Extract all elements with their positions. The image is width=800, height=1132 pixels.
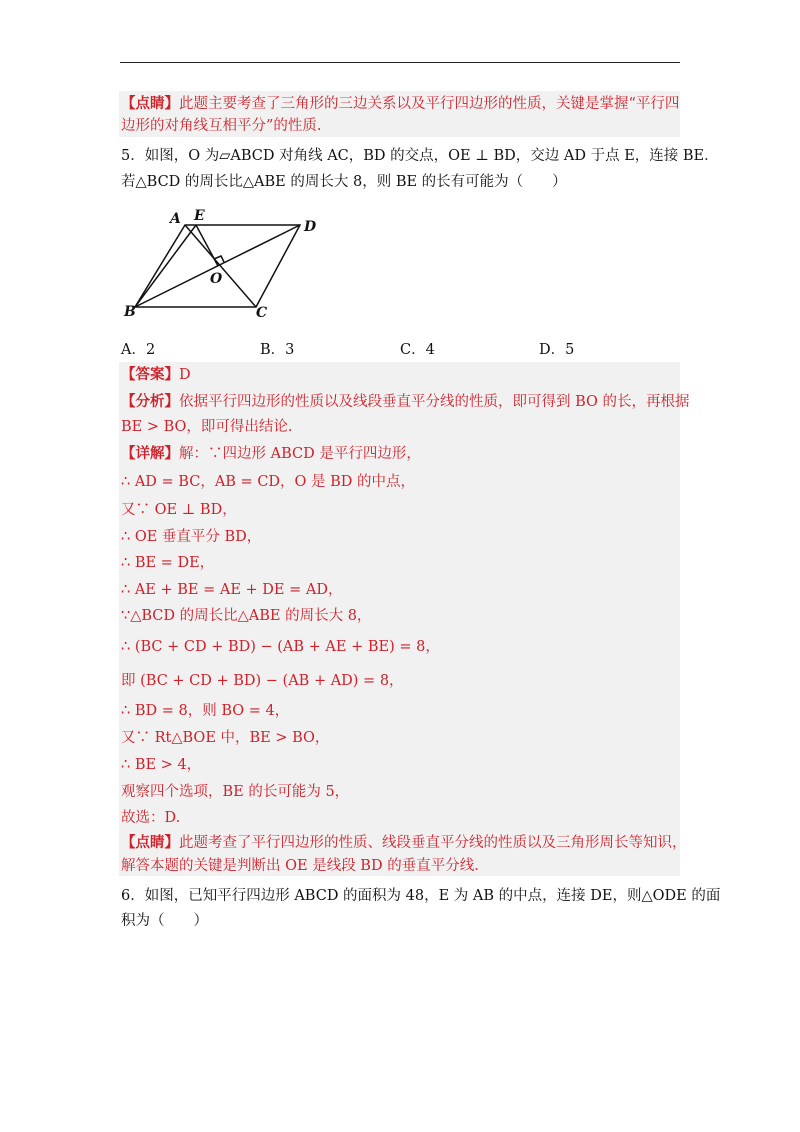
detail-line-11: 又∵ Rt△BOE 中，BE > BO， (121, 730, 330, 746)
detail-line-1 (121, 444, 421, 464)
dianjing-1-tag: 【点睛】 (121, 95, 179, 112)
detail-line-3: 又∵ OE ⊥ BD， (121, 502, 237, 518)
dianjing-2-line-1 (121, 833, 687, 853)
detail-line-8: ∴ (BC + CD + BD) − (AB + AE + BE) = 8， (121, 639, 440, 655)
question-5-line-1: 5．如图，O 为▱ABCD 对角线 AC，BD 的交点，OE ⊥ BD，交边 AD 于点 E，连接 BE． (121, 148, 719, 164)
dianjing-2-tag: 【点睛】 (121, 834, 179, 851)
label-a: A (170, 211, 181, 227)
detail-line-5: ∴ BE = DE， (121, 555, 215, 571)
dianjing-1-line-1 (121, 94, 679, 114)
dianjing-2-text-1: 此题考查了平行四边形的性质、线段垂直平分线的性质以及三角形周长等知识， (179, 835, 687, 851)
answer-line (121, 365, 191, 385)
analysis-tag: 【分析】 (121, 393, 179, 410)
label-o: O (210, 271, 223, 287)
option-d: D．5 (539, 342, 575, 358)
detail-line-13: 观察四个选项，BE 的长可能为 5， (121, 784, 350, 800)
analysis-line-2: BE > BO，即可得出结论. (121, 419, 293, 435)
detail-line-9: 即 (BC + CD + BD) − (AB + AD) = 8， (121, 673, 404, 689)
detail-line-12: ∴ BE > 4， (121, 757, 202, 773)
detail-tag: 【详解】 (121, 445, 179, 462)
detail-line-7: ∵△BCD 的周长比△ABE 的周长大 8， (121, 608, 372, 624)
label-c: C (256, 305, 268, 320)
detail-text-1: 解：∵四边形 ABCD 是平行四边形， (179, 446, 421, 462)
label-e: E (194, 208, 205, 224)
dianjing-2-line-2: 解答本题的关键是判断出 OE 是线段 BD 的垂直平分线. (121, 858, 479, 874)
option-c: C．4 (400, 342, 435, 358)
question-5-line-2: 若△BCD 的周长比△ABE 的周长大 8，则 BE 的长有可能为（ ） (121, 174, 567, 190)
question-6-line-1: 6．如图，已知平行四边形 ABCD 的面积为 48，E 为 AB 的中点，连接 DE，则△ODE 的面 (121, 888, 721, 904)
question-6-line-2: 积为（ ） (121, 913, 208, 929)
detail-line-2: ∴ AD = BC，AB = CD，O 是 BD 的中点， (121, 474, 416, 490)
segment-be (135, 225, 196, 307)
option-b: B．3 (260, 342, 295, 358)
segment-oe (196, 225, 218, 266)
detail-line-10: ∴ BD = 8，则 BO = 4， (121, 703, 290, 719)
detail-line-4: ∴ OE 垂直平分 BD， (121, 529, 262, 545)
analysis-line-1 (121, 392, 690, 412)
diagonal-ac (185, 225, 256, 307)
answer-tag: 【答案】 (121, 366, 179, 383)
header-rule (120, 62, 680, 63)
detail-line-14: 故选：D. (121, 810, 181, 826)
detail-line-6: ∴ AE + BE = AE + DE = AD， (121, 582, 343, 598)
analysis-text-1: 依据平行四边形的性质以及线段垂直平分线的性质，即可得到 BO 的长，再根据 (179, 394, 690, 410)
answer-value: D (179, 367, 191, 383)
dianjing-1-line-2: 边形的对角线互相平分”的性质. (121, 118, 322, 134)
parallelogram-figure (110, 205, 330, 320)
label-b: B (124, 304, 136, 320)
label-d: D (304, 219, 317, 235)
dianjing-1-text-1: 此题主要考查了三角形的三边关系以及平行四边形的性质，关键是掌握“平行四 (179, 96, 680, 112)
option-a: A．2 (121, 342, 156, 358)
